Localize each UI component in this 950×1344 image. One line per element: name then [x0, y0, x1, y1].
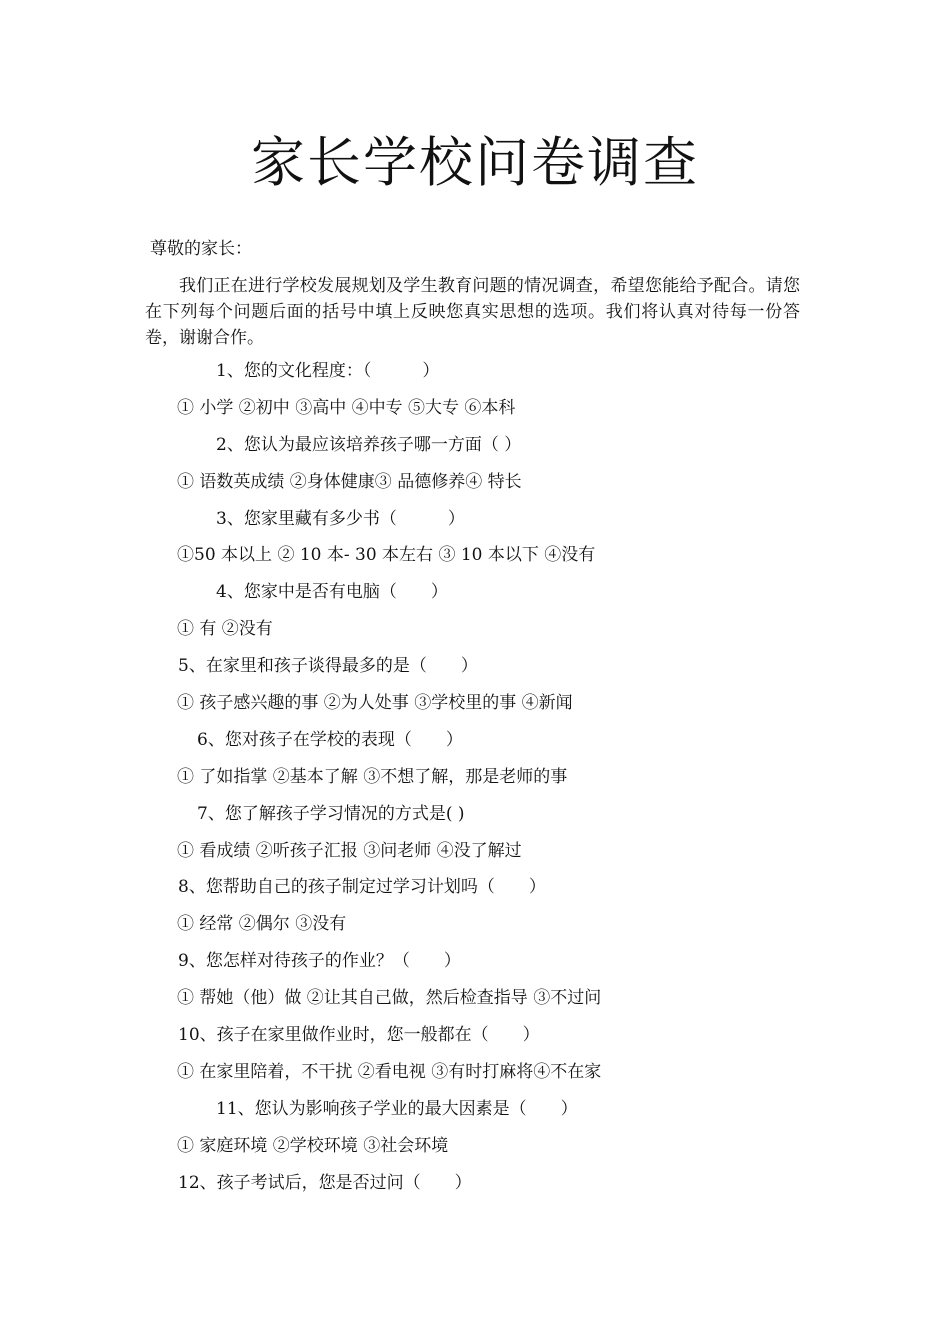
question-8: 8、您帮助自己的孩子制定过学习计划吗（ ） — [178, 877, 546, 898]
question-5: 5、在家里和孩子谈得最多的是（ ） — [178, 656, 478, 677]
questionnaire — [0, 356, 950, 1204]
options-11: ① 家庭环境 ②学校环境 ③社会环境 — [177, 1135, 449, 1156]
options-5: ① 孩子感兴趣的事 ②为人处事 ③学校里的事 ④新闻 — [177, 693, 573, 714]
document-title: 家长学校问卷调查 — [251, 131, 699, 194]
question-2: 2、您认为最应该培养孩子哪一方面（ ） — [216, 434, 522, 455]
question-3: 3、您家里藏有多少书（ ） — [216, 508, 465, 529]
question-10: 10、孩子在家里做作业时，您一般都在（ ） — [178, 1025, 540, 1046]
question-7: 7、您了解孩子学习情况的方式是( ) — [197, 803, 465, 824]
options-2: ① 语数英成绩 ②身体健康③ 品德修养④ 特长 — [177, 471, 522, 492]
greeting: 尊敬的家长： — [150, 239, 252, 259]
options-4: ① 有 ②没有 — [177, 619, 273, 640]
options-10: ① 在家里陪着，不干扰 ②看电视 ③有时打麻将④不在家 — [177, 1061, 602, 1082]
options-3: ①50 本以上 ② 10 本- 30 本左右 ③ 10 本以下 ④没有 — [177, 545, 596, 566]
question-11: 11、您认为影响孩子学业的最大因素是（ ） — [216, 1098, 578, 1119]
intro-paragraph: 我们正在进行学校发展规划及学生教育问题的情况调查，希望您能给予配合。请您在下列每个问题后面的括号中填上反映您真实思想的选项。我们将认真对待每一份答卷，谢谢合作。 — [145, 276, 800, 348]
question-1: 1、您的文化程度：（ ） — [216, 361, 440, 381]
question-4: 4、您家中是否有电脑（ ） — [216, 582, 448, 603]
options-6: ① 了如指掌 ②基本了解 ③不想了解，那是老师的事 — [177, 766, 568, 787]
options-7: ① 看成绩 ②听孩子汇报 ③问老师 ④没了解过 — [177, 840, 522, 861]
question-6: 6、您对孩子在学校的表现（ ） — [197, 729, 463, 750]
options-1: ① 小学 ②初中 ③高中 ④中专 ⑤大专 ⑥本科 — [177, 397, 516, 418]
options-9: ① 帮她（他）做 ②让其自己做，然后检查指导 ③不过问 — [177, 988, 602, 1009]
options-8: ① 经常 ②偶尔 ③没有 — [177, 914, 347, 935]
question-12: 12、孩子考试后，您是否过问（ ） — [178, 1172, 472, 1193]
question-9: 9、您怎样对待孩子的作业？（ ） — [178, 951, 461, 972]
